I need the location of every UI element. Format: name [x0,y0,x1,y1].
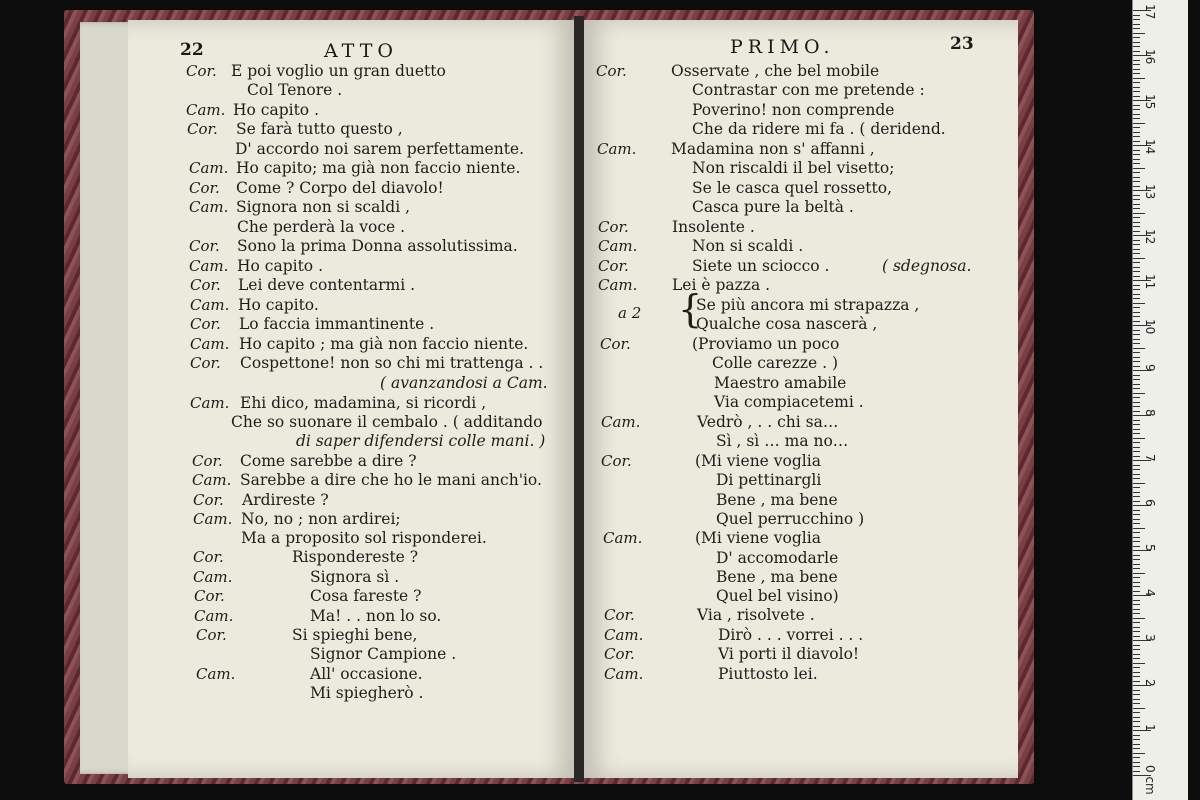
right-page-header: PRIMO. [730,36,835,58]
speaker-name: Cor. [192,452,223,470]
measuring-ruler [1132,0,1188,800]
ruler-tick [1133,163,1140,164]
verse-line: D' accordo noi sarem perfettamente. [235,140,525,158]
ruler-tick [1133,168,1145,169]
speaker-name: Cam. [598,237,638,255]
verse-line: Qualche cosa nascerà , [696,315,878,333]
ruler-number: 1 [1143,724,1157,732]
verse-line: Via , risolvete . [697,606,815,624]
ruler-tick [1133,726,1140,727]
verse-line: Che da ridere mi fa . ( deridend. [692,120,946,138]
speaker-name: Cor. [600,335,631,353]
verse-line: Mi spiegherò . [310,684,424,702]
verse-line: Piuttosto lei. [718,665,818,683]
ruler-tick [1133,541,1140,542]
ruler-tick [1133,442,1140,443]
verse-line: Se più ancora mi strapazza , [696,296,920,314]
speaker-name: Cam. [190,335,230,353]
verse-line: Bene , ma bene [716,491,838,509]
ruler-tick [1133,388,1140,389]
verse-line: Lei è pazza . [672,276,771,294]
ruler-unit: 0 cm [1143,765,1157,795]
ruler-tick [1133,735,1140,736]
speaker-name: Cor. [598,257,629,275]
ruler-tick [1133,375,1140,376]
ruler-number: 16 [1143,49,1157,65]
ruler-tick [1133,613,1140,614]
ruler-tick [1133,577,1140,578]
ruler-tick [1133,91,1140,92]
verse-line: Si spieghi bene, [292,626,418,644]
ruler-tick [1133,217,1140,218]
ruler-number: 5 [1143,544,1157,552]
verse-line: Non si scaldi . [692,237,804,255]
ruler-tick [1133,568,1140,569]
ruler-tick [1133,330,1140,331]
ruler-number: 6 [1143,499,1157,507]
ruler-tick [1133,667,1140,668]
verse-line: Poverino! non comprende [692,101,895,119]
ruler-tick [1133,474,1140,475]
ruler-tick [1133,379,1140,380]
ruler-tick [1133,519,1140,520]
verse-line: Signora sì . [310,568,400,586]
speaker-name: Cor. [604,645,635,663]
ruler-tick [1133,397,1140,398]
verse-line: Sarebbe a dire che ho le mani anch'io. [240,471,542,489]
verse-line: All' occasione. [310,665,423,683]
ruler-tick [1133,114,1140,115]
ruler-tick [1133,618,1145,619]
ruler-number: 11 [1143,274,1157,290]
ruler-tick [1133,316,1140,317]
ruler-tick [1133,150,1140,151]
ruler-number: 14 [1143,139,1157,155]
ruler-tick [1133,177,1140,178]
ruler-tick [1133,60,1140,61]
ruler-tick [1133,523,1140,524]
ruler-tick [1133,663,1145,664]
verse-line: Contrastar con me pretende : [692,81,925,99]
ruler-tick [1133,105,1140,106]
ruler-tick [1133,244,1140,245]
ruler-tick [1133,514,1140,515]
ruler-tick [1133,222,1140,223]
ruler-tick [1133,357,1140,358]
ruler-number: 7 [1143,454,1157,462]
left-page-header: ATTO [324,40,398,62]
ruler-tick [1133,118,1140,119]
ruler-tick [1133,127,1140,128]
ruler-tick [1133,492,1140,493]
ruler-tick [1133,753,1145,754]
speaker-name: Cam. [604,626,644,644]
ruler-tick [1133,28,1140,29]
ruler-number: 3 [1143,634,1157,642]
ruler-tick [1133,424,1140,425]
ruler-tick [1133,46,1140,47]
verse-line: No, no ; non ardirei; [241,510,401,528]
speaker-name: Cor. [190,315,221,333]
verse-line: (Mi viene voglia [695,452,821,470]
verse-line: Osservate , che bel mobile [671,62,880,80]
ruler-tick [1133,276,1140,277]
ruler-tick [1133,483,1145,484]
speaker-name: Cam. [597,140,637,158]
ruler-tick [1133,739,1140,740]
ruler-tick [1133,676,1140,677]
speaker-name: Cor. [187,120,218,138]
verse-line: Come ? Corpo del diavolo! [236,179,444,197]
verse-line: Ho capito. [238,296,319,314]
verse-line: Ho capito . [237,257,323,275]
speaker-name: Cor. [196,626,227,644]
brace-symbol: { [678,287,703,331]
verse-line: Di pettinargli [716,471,822,489]
speaker-name: Cam. [604,665,644,683]
ruler-number: 4 [1143,589,1157,597]
speaker-name: Cam. [192,471,232,489]
ruler-number: 9 [1143,364,1157,372]
ruler-tick [1133,136,1140,137]
verse-line: ( sdegnosa. [882,257,972,275]
ruler-tick [1133,438,1145,439]
ruler-tick [1133,51,1140,52]
ruler-tick [1133,307,1140,308]
ruler-tick [1133,73,1140,74]
ruler-number: 17 [1143,4,1157,20]
verse-line: Ho capito . [233,101,319,119]
ruler-tick [1133,15,1140,16]
ruler-number: 12 [1143,229,1157,245]
ruler-tick [1133,456,1140,457]
verse-line: Vedrò , . . chi sa… [697,413,839,431]
ruler-tick [1133,289,1140,290]
ruler-tick [1133,604,1140,605]
speaker-name: Cam. [186,101,226,119]
ruler-tick [1133,195,1140,196]
ruler-tick [1133,208,1140,209]
ruler-tick [1133,199,1140,200]
ruler-tick [1133,312,1140,313]
ruler-tick [1133,546,1140,547]
ruler-tick [1133,528,1145,529]
verse-line: Che perderà la voce . [237,218,406,236]
ruler-tick [1133,451,1140,452]
ruler-tick [1133,82,1140,83]
ruler-tick [1133,393,1145,394]
ruler-tick [1133,159,1140,160]
ruler-number: 2 [1143,679,1157,687]
verse-line: Ma! . . non lo so. [310,607,442,625]
ruler-number: 13 [1143,184,1157,200]
ruler-tick [1133,384,1140,385]
ruler-tick [1133,609,1140,610]
ruler-tick [1133,352,1140,353]
verse-line: Non riscaldi il bel visetto; [692,159,895,177]
verse-line: Ma a proposito sol risponderei. [241,529,487,547]
verse-line: Signor Campione . [310,645,457,663]
verse-line: Vi porti il diavolo! [718,645,860,663]
ruler-tick [1133,37,1140,38]
ruler-tick [1133,766,1140,767]
ruler-tick [1133,123,1145,124]
ruler-tick [1133,708,1145,709]
ruler-tick [1133,487,1140,488]
speaker-name: Cor. [189,237,220,255]
ruler-tick [1133,690,1140,691]
ruler-tick [1133,141,1140,142]
speaker-name: Cam. [598,276,638,294]
ruler-tick [1133,181,1140,182]
speaker-name: Cor. [190,354,221,372]
ruler-tick [1133,478,1140,479]
ruler-tick [1133,262,1140,263]
verse-line: Maestro amabile [714,374,847,392]
ruler-tick [1133,348,1145,349]
ruler-tick [1133,271,1140,272]
ruler-tick [1133,694,1140,695]
verse-line: Cosa fareste ? [310,587,422,605]
ruler-tick [1133,64,1140,65]
ruler-tick [1133,582,1140,583]
verse-line: Cospettone! non so chi mi trattenga . . [240,354,544,372]
speaker-name: Cam. [189,257,229,275]
ruler-tick [1133,78,1145,79]
ruler-tick [1133,258,1145,259]
verse-line: Siete un sciocco . [692,257,830,275]
verse-line: Casca pure la beltà . [692,198,854,216]
verse-line: (Proviamo un poco [692,335,840,353]
ruler-tick [1133,771,1140,772]
ruler-tick [1133,172,1140,173]
ruler-tick [1133,406,1140,407]
verse-line: Ho capito; ma già non faccio niente. [236,159,521,177]
ruler-tick [1133,69,1140,70]
speaker-name: Cor. [193,491,224,509]
speaker-name: Cam. [189,198,229,216]
verse-line: Insolente . [672,218,755,236]
speaker-name: Cam. [601,413,641,431]
ruler-tick [1133,757,1140,758]
speaker-name: Cam. [189,159,229,177]
ruler-tick [1133,721,1140,722]
ruler-tick [1133,366,1140,367]
ruler-number: 10 [1143,319,1157,335]
ruler-tick [1133,496,1140,497]
ruler-tick [1133,510,1140,511]
ruler-tick [1133,564,1140,565]
ruler-tick [1133,321,1140,322]
speaker-name: Cor. [194,587,225,605]
ruler-tick [1133,267,1140,268]
verse-line: Se le casca quel rossetto, [692,179,893,197]
verse-line: Signora non si scaldi , [236,198,411,216]
verse-line: E poi voglio un gran duetto [231,62,446,80]
ruler-tick [1133,339,1140,340]
verse-line: Lei deve contentarmi . [238,276,416,294]
verse-line: Bene , ma bene [716,568,838,586]
left-page-number: 22 [180,40,204,60]
ruler-tick [1133,87,1140,88]
verse-line: Sì , sì … ma no… [716,432,849,450]
ruler-tick [1133,672,1140,673]
verse-line: Dirò . . . vorrei . . . [718,626,864,644]
speaker-name: Cam. [193,568,233,586]
speaker-name: Cor. [601,452,632,470]
ruler-tick [1133,249,1140,250]
ruler-tick [1133,294,1140,295]
ruler-tick [1133,24,1140,25]
speaker-name: Cam. [603,529,643,547]
ruler-tick [1133,586,1140,587]
verse-line: Come sarebbe a dire ? [240,452,417,470]
ruler-tick [1133,231,1140,232]
ruler-tick [1133,501,1140,502]
ruler-tick [1133,285,1140,286]
verse-line: (Mi viene voglia [695,529,821,547]
ruler-tick [1133,42,1140,43]
ruler-tick [1133,469,1140,470]
verse-line: Sono la prima Donna assolutissima. [237,237,518,255]
verse-line: Ehi dico, madamina, si ricordi , [240,394,487,412]
ruler-tick [1133,703,1140,704]
verse-line: Rispondereste ? [292,548,419,566]
ruler-tick [1133,744,1140,745]
verse-line: Madamina non s' affanni , [671,140,875,158]
ruler-tick [1133,96,1140,97]
ruler-tick [1133,420,1140,421]
ruler-tick [1133,447,1140,448]
ruler-tick [1133,631,1140,632]
ruler-tick [1133,681,1140,682]
verse-line: Che so suonare il cembalo . ( additando [231,413,543,431]
speaker-name: Cam. [196,665,236,683]
ruler-tick [1133,636,1140,637]
speaker-name: Cor. [186,62,217,80]
a2-label: a 2 [618,304,642,322]
ruler-tick [1133,600,1140,601]
ruler-tick [1133,699,1140,700]
ruler-tick [1133,213,1145,214]
verse-line: Colle carezze . ) [712,354,839,372]
ruler-tick [1133,645,1140,646]
speaker-name: Cor. [598,218,629,236]
ruler-tick [1133,537,1140,538]
ruler-number: 8 [1143,409,1157,417]
ruler-number: 15 [1143,94,1157,110]
ruler-tick [1133,303,1145,304]
ruler-tick [1133,717,1140,718]
ruler-tick [1133,627,1140,628]
ruler-tick [1133,433,1140,434]
ruler-tick [1133,748,1140,749]
speaker-name: Cam. [190,296,230,314]
speaker-name: Cor. [596,62,627,80]
ruler-tick [1133,591,1140,592]
ruler-tick [1133,253,1140,254]
ruler-tick [1133,465,1140,466]
ruler-tick [1133,343,1140,344]
ruler-tick [1133,186,1140,187]
verse-line: Lo faccia immantinente . [239,315,435,333]
speaker-name: Cor. [193,548,224,566]
verse-line: Quel perrucchino ) [716,510,865,528]
verse-line: Se farà tutto questo , [236,120,403,138]
ruler-tick [1133,411,1140,412]
verse-line: Ho capito ; ma già non faccio niente. [239,335,529,353]
ruler-tick [1133,402,1140,403]
ruler-tick [1133,654,1140,655]
ruler-tick [1133,334,1140,335]
ruler-tick [1133,532,1140,533]
right-page-number: 23 [950,34,974,54]
verse-line: ( avanzandosi a Cam. [380,374,548,392]
speaker-name: Cor. [190,276,221,294]
verse-line: D' accomodarle [716,549,839,567]
ruler-tick [1133,298,1140,299]
ruler-tick [1133,762,1140,763]
ruler-tick [1133,622,1140,623]
verse-line: Quel bel visino) [716,587,839,605]
ruler-tick [1133,712,1140,713]
ruler-tick [1133,559,1140,560]
ruler-tick [1133,109,1140,110]
verse-line: Ardireste ? [242,491,329,509]
ruler-tick [1133,132,1140,133]
verse-line: Col Tenore . [247,81,343,99]
ruler-tick [1133,226,1140,227]
speaker-name: Cam. [194,607,234,625]
verse-line: Via compiacetemi . [714,393,864,411]
speaker-name: Cam. [190,394,230,412]
ruler-tick [1133,19,1140,20]
ruler-tick [1133,240,1140,241]
speaker-name: Cor. [604,606,635,624]
ruler-tick [1133,204,1140,205]
speaker-name: Cam. [193,510,233,528]
ruler-tick [1133,649,1140,650]
ruler-tick [1133,154,1140,155]
speaker-name: Cor. [189,179,220,197]
ruler-tick [1133,429,1140,430]
ruler-tick [1133,555,1140,556]
ruler-tick [1133,658,1140,659]
ruler-tick [1133,573,1145,574]
ruler-tick [1133,33,1145,34]
ruler-tick [1133,361,1140,362]
verse-line: di saper difendersi colle mani. ) [296,432,546,450]
book-gutter [574,16,584,782]
